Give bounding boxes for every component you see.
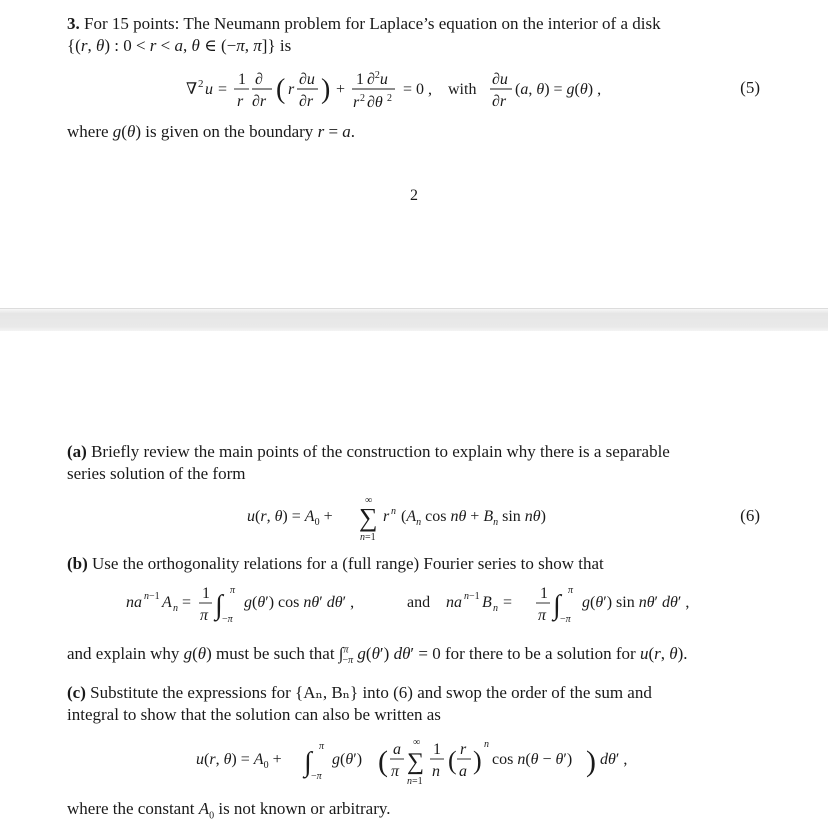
svg-text:∫: ∫ [304,747,312,778]
page-2 [0,331,828,828]
page-break [0,308,828,332]
svg-text:r: r [237,93,244,110]
svg-text:π: π [568,585,574,596]
svg-text:2: 2 [387,93,392,104]
svg-text:∑: ∑ [359,503,378,532]
svg-text:∂u: ∂u [299,71,315,88]
svg-text:∂r: ∂r [299,93,314,110]
svg-text:r: r [383,508,390,525]
svg-text:n: n [484,739,489,750]
svg-text:π: π [391,763,400,780]
part-b-line-1: (b) Use the orthogonality relations for a (full range) Fourier series to show that [67,554,604,573]
svg-text:=: = [182,594,192,611]
svg-text:n=1: n=1 [407,776,423,787]
part-a-line-2: series solution of the form [67,464,246,483]
part-c-line-2: integral to show that the solution can also be written as [67,705,441,724]
page-1 [0,0,828,308]
page-number: 2 [410,187,418,204]
problem-intro-text: For 15 points: The Neumann problem for Laplace’s equation on the interior of a disk [84,14,661,33]
svg-text:(: ( [276,74,286,105]
svg-text:π: π [319,741,325,752]
svg-text:−π: −π [311,771,322,782]
part-c-label: (c) [67,683,86,702]
svg-text:= 0 ,: = 0 , [403,81,433,98]
svg-text:g(θ′) sin nθ′ dθ′ ,: g(θ′) sin nθ′ dθ′ , [582,594,690,611]
svg-text:(An cos nθ + Bn sin nθ): ($A_n$ $\cos n\theta + B_n$ sin nθ) [401,508,546,528]
svg-text:a: a [459,763,467,780]
equation-6 [245,491,605,547]
svg-text:r: r [288,81,295,98]
svg-text:n−1: n−1 [464,591,480,602]
svg-text:1: 1 [238,71,246,88]
equation-5 [180,62,740,118]
equation-b [120,577,720,631]
equation-5-number: (5) [740,78,760,97]
svg-text:1: 1 [202,585,210,602]
svg-text:n: n [493,603,498,614]
svg-text:): ) [473,746,482,775]
svg-text:(: ( [448,746,457,775]
boundary-sentence: where g(θ) is given on the boundary r = a. [67,122,356,141]
equation-6-number: (6) [740,506,760,525]
svg-text:−π: −π [222,614,233,625]
svg-text:dθ′ ,: dθ′ , [600,751,628,768]
svg-text:2: 2 [198,78,204,90]
svg-text:u: u [205,81,213,98]
svg-text:∇: ∇ [186,81,198,98]
part-a-label: (a) [67,442,87,461]
svg-text:π: π [200,607,209,624]
svg-text:(: ( [378,745,388,778]
svg-text:∑: ∑ [407,749,425,775]
svg-text:∂2u: ∂$^2$u [367,70,388,88]
part-c-line-3: where the constant $A_0$ is not known or arbitrary. [67,799,391,822]
problem-intro-line-2: {(r, θ) : 0 < r < a, θ ∈ (−π, π]} is [67,36,292,55]
svg-text:cos n(θ − θ′): cos n(θ − θ′) [492,751,573,768]
svg-text:∞: ∞ [413,737,421,748]
svg-text:∂θ: ∂θ [367,94,383,111]
svg-text:r: r [460,741,467,758]
svg-text:na: na [446,594,462,611]
svg-text:(a, θ) = g(θ) ,: (a, θ) = g(θ) , [515,81,602,98]
svg-text:−π: −π [560,614,571,625]
svg-text:n−1: n−1 [144,591,160,602]
svg-text:and: and [407,594,431,611]
svg-text:g(θ′): g(θ′) [332,751,363,768]
svg-text:1: 1 [540,585,548,602]
svg-text:2: 2 [360,93,365,104]
svg-text:na: na [126,594,142,611]
part-c-line-1: (c) Substitute the expressions for {Aₙ, Bₙ} into (6) and swop the order of the sum and [67,683,652,702]
svg-text:a: a [393,741,401,758]
problem-number: 3. [67,14,80,33]
part-b-label: (b) [67,554,88,573]
svg-text:π: π [230,585,236,596]
svg-text:∂r: ∂r [492,93,507,110]
svg-text:=: = [503,594,513,611]
svg-text:with: with [448,81,477,98]
svg-text:∞: ∞ [365,495,373,506]
svg-text:A: A [162,594,172,611]
svg-text:π: π [538,607,547,624]
svg-text:1: 1 [356,71,364,88]
problem-intro-line-1 [67,13,767,34]
svg-text:1: 1 [433,741,441,758]
svg-text:n: n [432,763,440,780]
svg-text:+: + [336,81,346,98]
svg-text:r: r [353,94,360,111]
svg-text:u(r, θ) = A0 +: u(r, $\theta) = A_0$ + [247,508,333,528]
svg-text:=: = [218,81,228,98]
svg-text:∂u: ∂u [492,71,508,88]
svg-text:n: n [173,603,178,614]
svg-text:): ) [586,745,596,778]
svg-text:B: B [482,594,492,611]
part-a-line-1: (a) Briefly review the main points of the construction to explain why there is a separable [67,442,670,461]
svg-text:∂: ∂ [255,71,263,88]
svg-text:∂r: ∂r [252,93,267,110]
svg-text:∫: ∫ [215,590,223,621]
svg-text:n=1: n=1 [360,532,376,543]
svg-text:g(θ′) cos nθ′ dθ′ ,: g(θ′) cos nθ′ dθ′ , [244,594,355,611]
equation-c [190,731,650,793]
part-b-line-2: and explain why g(θ) must be such that ∫$^\pi_{-\pi}$ g(θ′) dθ′ = 0 for there to be a solution for u(r, θ). [67,643,688,667]
svg-text:n: n [391,506,396,517]
svg-text:u(r, θ) = A0 +: u(r, $\theta) = A_0$ + [196,751,282,771]
svg-text:): ) [321,74,331,105]
svg-text:∫: ∫ [553,590,561,621]
